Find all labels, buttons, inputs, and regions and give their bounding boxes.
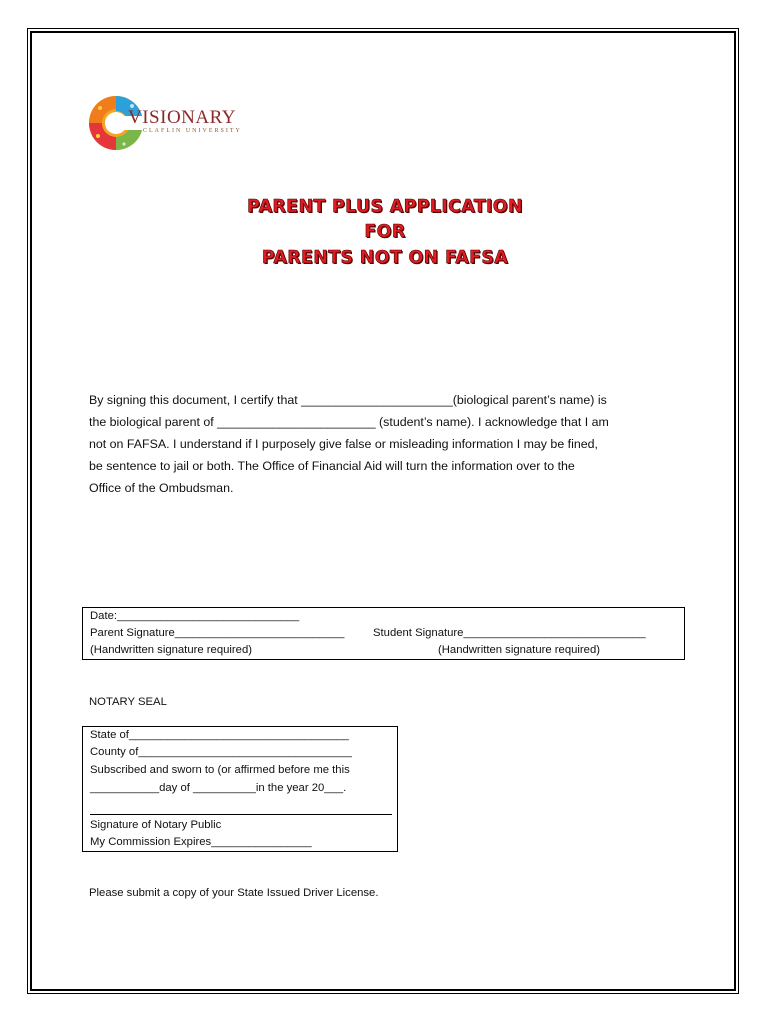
commission-expires-field[interactable]: My Commission Expires________________ bbox=[90, 836, 312, 848]
notary-seal-label: NOTARY SEAL bbox=[89, 696, 167, 708]
notary-date-field[interactable]: ___________day of __________in the year 20___. bbox=[90, 782, 347, 794]
state-field[interactable]: State of___________________________________ bbox=[90, 729, 349, 741]
paragraph-line: not on FAFSA. I understand if I purposely give false or misleading information I may be fined, bbox=[89, 437, 598, 451]
paragraph-line: be sentence to jail or both. The Office of Financial Aid will turn the information over to the bbox=[89, 459, 575, 473]
notary-signature-label: Signature of Notary Public bbox=[90, 819, 222, 831]
subscribed-text: Subscribed and sworn to (or affirmed before me this bbox=[90, 764, 350, 776]
title-line-2: FOR bbox=[364, 222, 406, 242]
date-field[interactable]: Date:_____________________________ bbox=[90, 610, 300, 622]
student-signature-field[interactable]: Student Signature_____________________________ bbox=[373, 627, 646, 639]
notary-signature-line bbox=[90, 814, 392, 815]
student-signature-note: (Handwritten signature required) bbox=[438, 644, 601, 656]
submit-note: Please submit a copy of your State Issued Driver License. bbox=[89, 887, 379, 899]
parent-signature-note: (Handwritten signature required) bbox=[90, 644, 253, 656]
logo-subtext: CLAFLIN UNIVERSITY bbox=[143, 128, 242, 134]
logo-wordmark: VISIONARY bbox=[128, 107, 236, 128]
parent-signature-field[interactable]: Parent Signature___________________________ bbox=[90, 627, 345, 639]
county-field[interactable]: County of__________________________________ bbox=[90, 746, 352, 758]
paragraph-line: By signing this document, I certify that ______________________(biological parent’s name) is bbox=[89, 393, 607, 407]
certification-paragraph bbox=[89, 389, 679, 499]
notary-box bbox=[82, 726, 398, 852]
paragraph-line: Office of the Ombudsman. bbox=[89, 481, 234, 495]
paragraph-line: the biological parent of _______________________ (student’s name). I acknowledge that I am bbox=[89, 415, 609, 429]
title-line-1: PARENT PLUS APPLICATION bbox=[247, 197, 523, 217]
title-line-3: PARENTS NOT ON FAFSA bbox=[261, 248, 509, 268]
signature-box bbox=[82, 607, 685, 660]
